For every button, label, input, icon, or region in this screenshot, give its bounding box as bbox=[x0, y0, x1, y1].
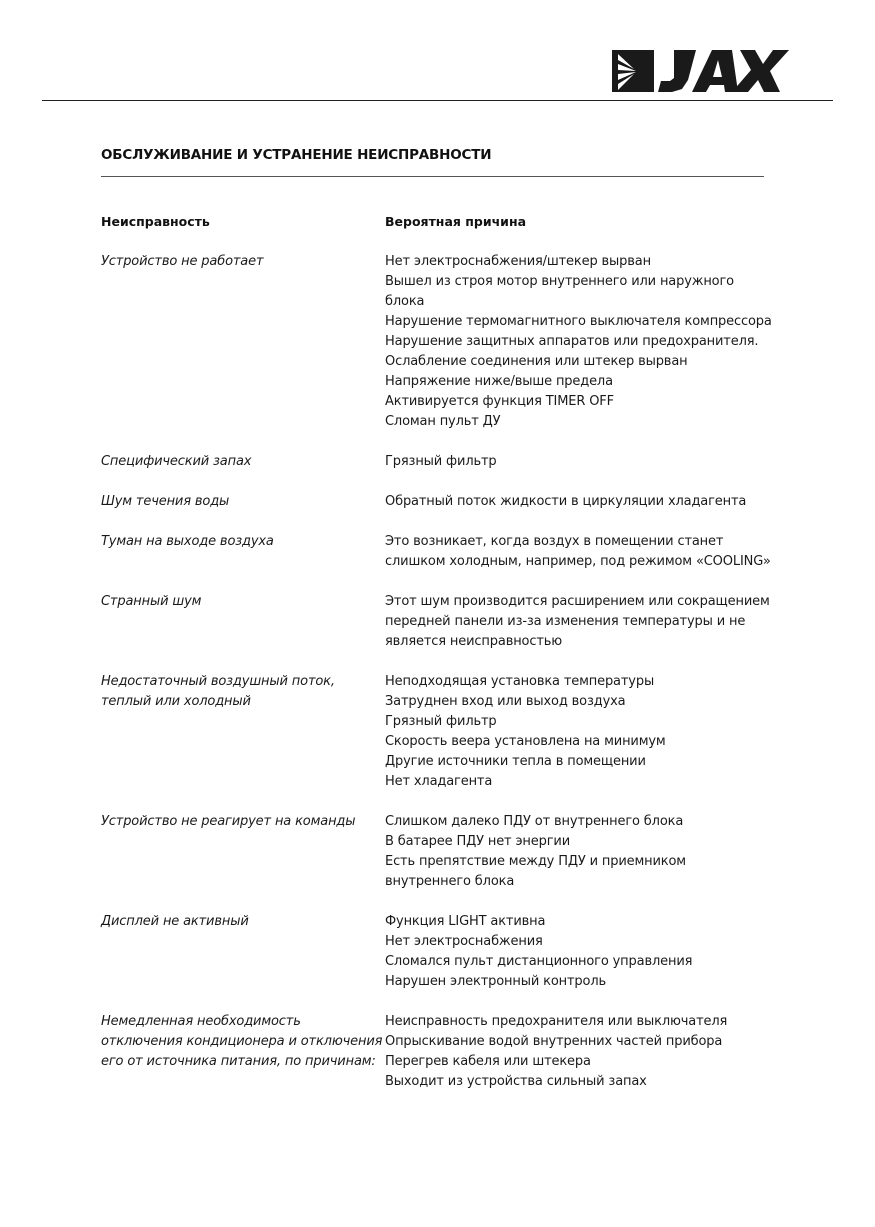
causes-cell bbox=[385, 452, 775, 472]
cause-item: Нет электроснабжения/штекер вырван bbox=[385, 254, 651, 269]
cause-item: Перегрев кабеля или штекера bbox=[385, 1054, 591, 1069]
causes-cell bbox=[385, 812, 775, 892]
table-row bbox=[101, 1012, 781, 1092]
table-row bbox=[101, 452, 781, 472]
cause-item: Нарушен электронный контроль bbox=[385, 974, 606, 989]
causes-cell bbox=[385, 532, 775, 572]
cause-item: Сломан пульт ДУ bbox=[385, 414, 501, 429]
causes-cell bbox=[385, 252, 775, 432]
fault-cell: Устройство не работает bbox=[101, 254, 264, 269]
cause-item: Грязный фильтр bbox=[385, 454, 497, 469]
cause-item: Неподходящая установка температуры bbox=[385, 674, 655, 689]
cause-item: Опрыскивание водой внутренних частей прибора bbox=[385, 1034, 723, 1049]
cause-item: Другие источники тепла в помещении bbox=[385, 754, 646, 769]
fault-cell: Недостаточный воздушный поток, теплый или холодный bbox=[101, 674, 335, 709]
causes-cell bbox=[385, 1012, 775, 1092]
cause-item: Скорость веера установлена на минимум bbox=[385, 734, 666, 749]
table-row bbox=[101, 252, 781, 432]
cause-item: Грязный фильтр bbox=[385, 714, 497, 729]
fault-cell: Специфический запах bbox=[101, 454, 252, 469]
table-row bbox=[101, 492, 781, 512]
fault-cell: Немедленная необходимость отключения кондиционера и отключения его от источника питания, по причинам: bbox=[101, 1014, 383, 1069]
cause-item: Слишком далеко ПДУ от внутреннего блока bbox=[385, 814, 684, 829]
cause-item: Функция LIGHT активна bbox=[385, 914, 546, 929]
table-row bbox=[101, 532, 781, 572]
fault-cell: Устройство не реагирует на команды bbox=[101, 814, 356, 829]
cause-item: Неисправность предохранителя или выключателя bbox=[385, 1014, 728, 1029]
cause-item: Выходит из устройства сильный запах bbox=[385, 1074, 647, 1089]
cause-item: Нет электроснабжения bbox=[385, 934, 543, 949]
jax-logo bbox=[612, 50, 797, 92]
cause-item: Нарушение защитных аппаратов или предохранителя. bbox=[385, 334, 759, 349]
cause-item: Затруднен вход или выход воздуха bbox=[385, 694, 626, 709]
fault-cell: Странный шум bbox=[101, 594, 202, 609]
section-title: ОБСЛУЖИВАНИЕ И УСТРАНЕНИЕ НЕИСПРАВНОСТИ bbox=[101, 147, 492, 163]
cause-item: Обратный поток жидкости в циркуляции хладагента bbox=[385, 494, 747, 509]
fault-cell: Туман на выходе воздуха bbox=[101, 534, 274, 549]
table-row bbox=[101, 672, 781, 792]
header-divider bbox=[42, 100, 833, 101]
table-row bbox=[101, 912, 781, 992]
cause-item: Нарушение термомагнитного выключателя компрессора bbox=[385, 314, 772, 329]
cause-item: Активируется функция TIMER OFF bbox=[385, 394, 614, 409]
fault-column-header: Неисправность bbox=[101, 214, 210, 229]
causes-cell bbox=[385, 492, 775, 512]
fault-cell: Дисплей не активный bbox=[101, 914, 249, 929]
troubleshooting-table bbox=[101, 252, 781, 1112]
cause-item: Нет хладагента bbox=[385, 774, 493, 789]
cause-item: Напряжение ниже/выше предела bbox=[385, 374, 613, 389]
fault-cell: Шум течения воды bbox=[101, 494, 230, 509]
causes-cell bbox=[385, 672, 775, 792]
title-divider bbox=[101, 176, 764, 177]
causes-cell bbox=[385, 912, 775, 992]
table-row bbox=[101, 812, 781, 892]
cause-item: Этот шум производится расширением или сокращением передней панели из-за изменения температуры и не является неисправностью bbox=[385, 594, 770, 649]
cause-item: Это возникает, когда воздух в помещении станет слишком холодным, например, под режимом «COOLING» bbox=[385, 534, 771, 569]
cause-item: Сломался пульт дистанционного управления bbox=[385, 954, 693, 969]
cause-item: Вышел из строя мотор внутреннего или наружного блока bbox=[385, 274, 734, 309]
cause-item: Есть препятствие между ПДУ и приемником внутреннего блока bbox=[385, 854, 686, 889]
cause-item: В батарее ПДУ нет энергии bbox=[385, 834, 571, 849]
cause-column-header: Вероятная причина bbox=[385, 214, 527, 229]
table-row bbox=[101, 592, 781, 652]
cause-item: Ослабление соединения или штекер вырван bbox=[385, 354, 688, 369]
causes-cell bbox=[385, 592, 775, 652]
